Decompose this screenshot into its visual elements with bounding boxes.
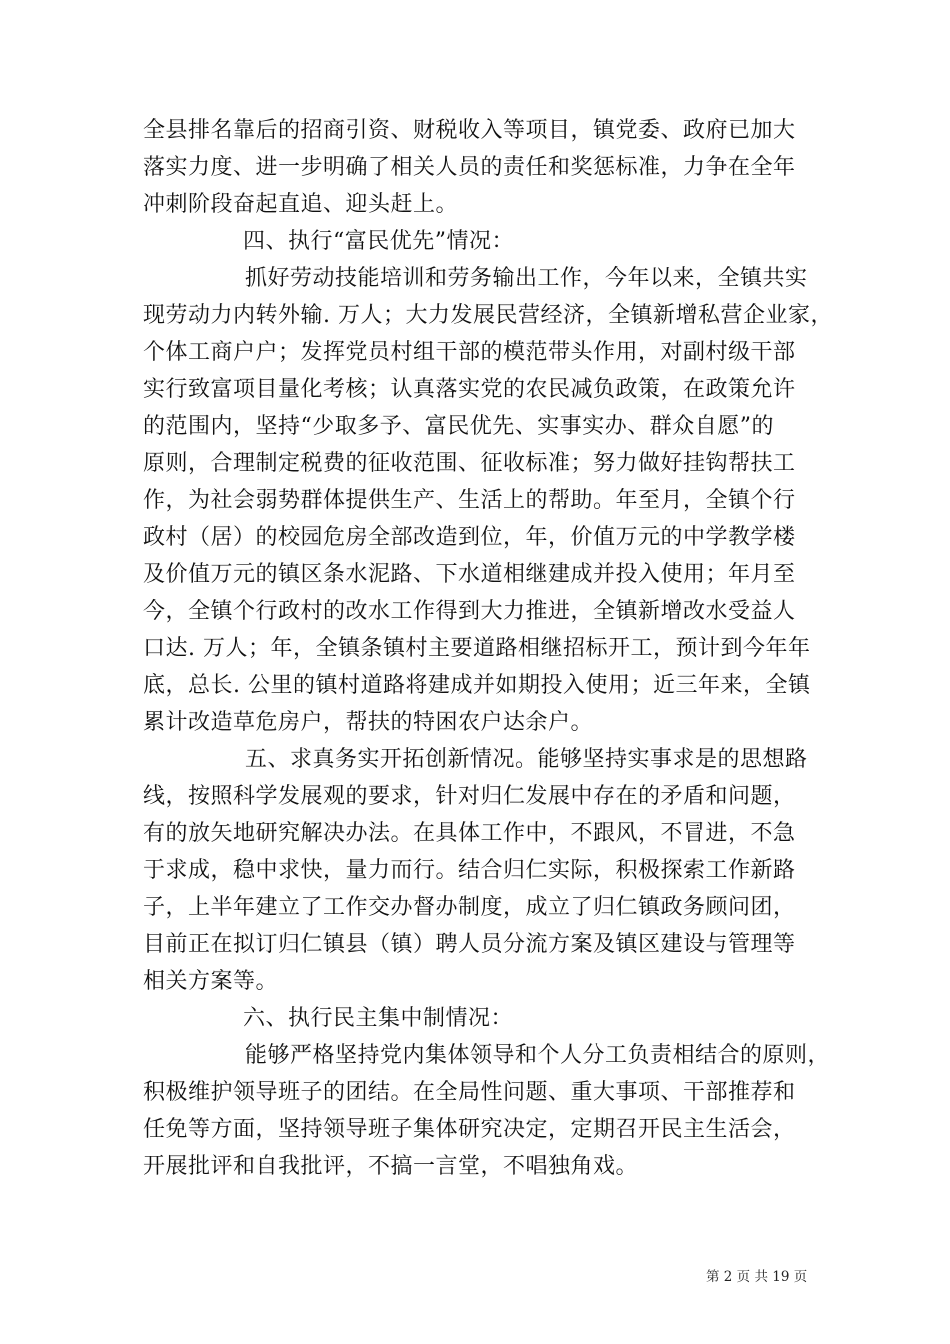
paragraph-line: 个体工商户户；发挥党员村组干部的模范带头作用，对副村级干部 [143, 340, 796, 365]
paragraph-line: 目前正在拟订归仁镇县（镇）聘人员分流方案及镇区建设与管理等 [143, 932, 796, 957]
document-body [143, 112, 833, 1185]
paragraph-line: 开展批评和自我批评，不搞一言堂，不唱独角戏。 [143, 1154, 639, 1179]
section-heading-4: 四、执行“富民优先”情况： [243, 229, 514, 254]
paragraph-line: 能够严格坚持党内集体领导和个人分工负责相结合的原则， [245, 1043, 831, 1068]
paragraph-line: 积极维护领导班子的团结。在全局性问题、重大事项、干部推荐和 [143, 1080, 796, 1105]
paragraph-line: 今，全镇个行政村的改水工作得到大力推进，全镇新增改水受益人 [143, 599, 796, 624]
paragraph-line: 原则，合理制定税费的征收范围、征收标准；努力做好挂钩帮扶工 [143, 451, 796, 476]
paragraph-line: 于求成，稳中求快，量力而行。结合归仁实际，积极探索工作新路 [143, 858, 796, 883]
paragraph-line: 相关方案等。 [143, 969, 279, 994]
paragraph-line: 作，为社会弱势群体提供生产、生活上的帮助。年至月，全镇个行 [143, 488, 796, 513]
paragraph-line: 落实力度、进一步明确了相关人员的责任和奖惩标准，力争在全年 [143, 155, 796, 180]
paragraph-line: 子，上半年建立了工作交办督办制度，成立了归仁镇政务顾问团， [143, 895, 796, 920]
paragraph-line: 全县排名靠后的招商引资、财税收入等项目，镇党委、政府已加大 [143, 118, 796, 143]
paragraph-line: 及价值万元的镇区条水泥路、下水道相继建成并投入使用；年月至 [143, 562, 796, 587]
section-heading-6: 六、执行民主集中制情况： [243, 1006, 514, 1031]
section-heading-5: 五、求真务实开拓创新情况。能够坚持实事求是的思想路 [245, 747, 808, 772]
paragraph-line: 底，总长. 公里的镇村道路将建成并如期投入使用；近三年来，全镇 [143, 673, 811, 698]
paragraph-line: 口达. 万人；年，全镇条镇村主要道路相继招标开工，预计到今年年 [143, 636, 811, 661]
paragraph-line: 现劳动力内转外输. 万人；大力发展民营经济，全镇新增私营企业家， [143, 303, 833, 328]
paragraph-line: 线，按照科学发展观的要求，针对归仁发展中存在的矛盾和问题， [143, 784, 796, 809]
page-number-footer: 第 2 页 共 19 页 [706, 1269, 808, 1285]
paragraph-line: 任免等方面，坚持领导班子集体研究决定，定期召开民主生活会， [143, 1117, 796, 1142]
paragraph-line: 冲刺阶段奋起直追、迎头赶上。 [143, 192, 459, 217]
paragraph-line: 抓好劳动技能培训和劳务输出工作，今年以来，全镇共实 [245, 266, 808, 291]
paragraph-line: 有的放矢地研究解决办法。在具体工作中，不跟风，不冒进，不急 [143, 821, 796, 846]
paragraph-line: 的范围内，坚持“少取多予、富民优先、实事实办、群众自愿”的 [143, 414, 774, 439]
paragraph-line: 实行致富项目量化考核；认真落实党的农民减负政策，在政策允许 [143, 377, 796, 402]
paragraph-line: 政村（居）的校园危房全部改造到位，年，价值万元的中学教学楼 [143, 525, 796, 550]
paragraph-line: 累计改造草危房户，帮扶的特困农户达余户。 [143, 710, 594, 735]
